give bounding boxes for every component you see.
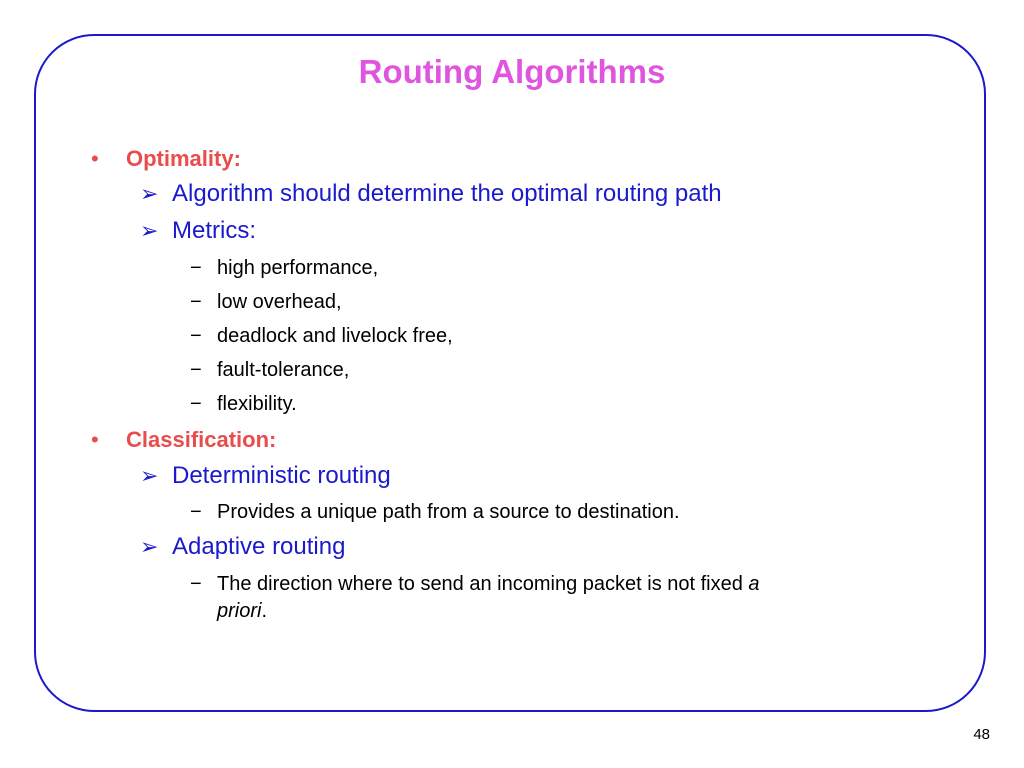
bullet-marker: • <box>91 146 99 171</box>
metric-item <box>190 357 350 383</box>
dash-marker: − <box>190 325 202 347</box>
metric-label: fault-tolerance, <box>217 359 350 381</box>
slide-border <box>34 34 986 712</box>
detail-label: . <box>261 600 268 622</box>
metric-item <box>190 289 342 315</box>
dash-marker: − <box>190 501 202 523</box>
dash-marker: − <box>190 291 202 313</box>
sub-item-adaptive <box>140 531 346 563</box>
detail-label: The direction where to send an incoming packet is not fixed <box>217 573 749 595</box>
detail-item-continuation <box>217 598 267 624</box>
dash-marker: − <box>190 393 202 415</box>
metric-item <box>190 255 379 281</box>
detail-item <box>190 499 680 525</box>
arrow-bullet-icon: ➢ <box>140 218 159 243</box>
arrow-bullet-icon: ➢ <box>140 181 159 206</box>
arrow-bullet-icon: ➢ <box>140 534 159 559</box>
bullet-label: Classification: <box>126 427 277 452</box>
metric-label: low overhead, <box>217 291 342 313</box>
metric-label: flexibility. <box>217 393 297 415</box>
sub-item-label: Adaptive routing <box>172 533 346 560</box>
bullet-optimality <box>91 144 241 174</box>
dash-marker: − <box>190 359 202 381</box>
bullet-label: Optimality: <box>126 146 241 171</box>
metric-item <box>190 323 453 349</box>
page-number: 48 <box>973 726 990 743</box>
metric-label: deadlock and livelock free, <box>217 325 453 347</box>
detail-label: Provides a unique path from a source to destination. <box>217 501 680 523</box>
sub-item-label: Metrics: <box>172 217 256 244</box>
metric-label: high performance, <box>217 257 379 279</box>
metric-item <box>190 391 297 417</box>
bullet-marker: • <box>91 427 99 452</box>
dash-marker: − <box>190 573 202 595</box>
detail-item <box>190 571 760 597</box>
detail-italic: a <box>748 573 760 595</box>
bullet-classification <box>91 425 277 455</box>
sub-item-deterministic <box>140 460 391 492</box>
dash-marker: − <box>190 257 202 279</box>
arrow-bullet-icon: ➢ <box>140 463 159 488</box>
slide-title: Routing Algorithms <box>358 53 666 90</box>
sub-item-label: Algorithm should determine the optimal routing path <box>172 180 722 207</box>
sub-item-optimal-path <box>140 178 722 210</box>
sub-item-label: Deterministic routing <box>172 462 391 489</box>
sub-item-metrics <box>140 215 256 247</box>
detail-italic: priori <box>217 600 262 622</box>
